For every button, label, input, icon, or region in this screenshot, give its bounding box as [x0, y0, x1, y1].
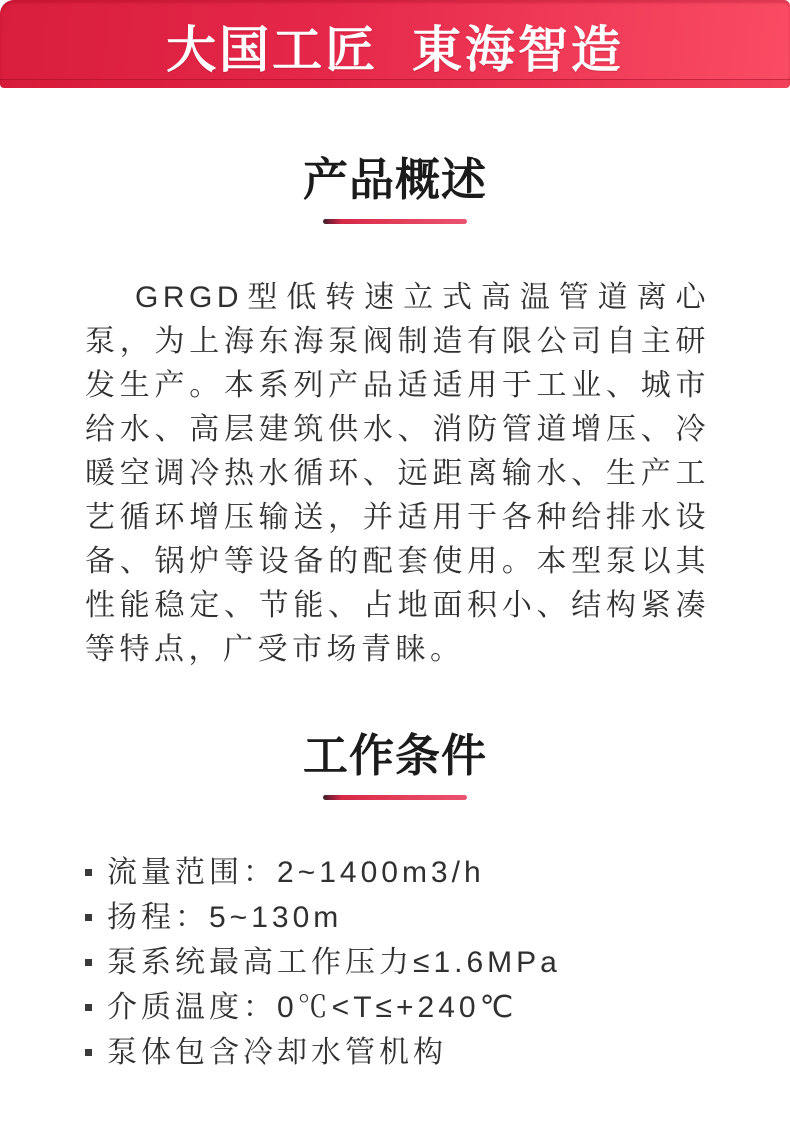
bullet-square-icon — [85, 1049, 92, 1056]
list-item — [85, 985, 750, 1030]
list-item — [85, 940, 750, 985]
overview-section-title: 产品概述 — [302, 154, 487, 205]
spec-max-pressure: 泵系统最高工作压力≤1.6MPa — [107, 946, 561, 979]
spec-head-range: 扬程：5~130m — [107, 901, 343, 934]
conditions-section-title: 工作条件 — [302, 730, 487, 781]
bullet-square-icon — [85, 914, 92, 921]
spec-flow-range: 流量范围：2~1400m3/h — [107, 856, 485, 889]
list-item — [85, 850, 750, 895]
section-working-conditions — [0, 730, 790, 1075]
list-item — [85, 1030, 750, 1075]
overview-paragraph: GRGD型低转速立式高温管道离心泵，为上海东海泵阀制造有限公司自主研发生产。本系列产品适适用于工业、城市给水、高层建筑供水、消防管道增压、冷暖空调冷热水循环、远距离输水、生产工艺循环增压输送，并适用于各种给排水设备、锅炉等设备的配套使用。本型泵以其性能稳定、节能、占地面积小、结构紧凑等特点，广受市场青睐。 — [85, 281, 710, 666]
overview-title-underline — [323, 219, 467, 224]
section-product-overview — [0, 154, 790, 672]
spec-cooling-pipe: 泵体包含冷却水管机构 — [107, 1036, 447, 1069]
conditions-title-underline — [323, 795, 467, 800]
bullet-square-icon — [85, 869, 92, 876]
banner-title: 大国工匠 東海智造 — [166, 22, 624, 78]
brand-banner — [0, 0, 790, 88]
bullet-square-icon — [85, 1004, 92, 1011]
spec-medium-temperature: 介质温度：0℃<T≤+240℃ — [107, 991, 518, 1024]
working-conditions-list — [0, 850, 790, 1075]
bullet-square-icon — [85, 959, 92, 966]
list-item — [85, 895, 750, 940]
